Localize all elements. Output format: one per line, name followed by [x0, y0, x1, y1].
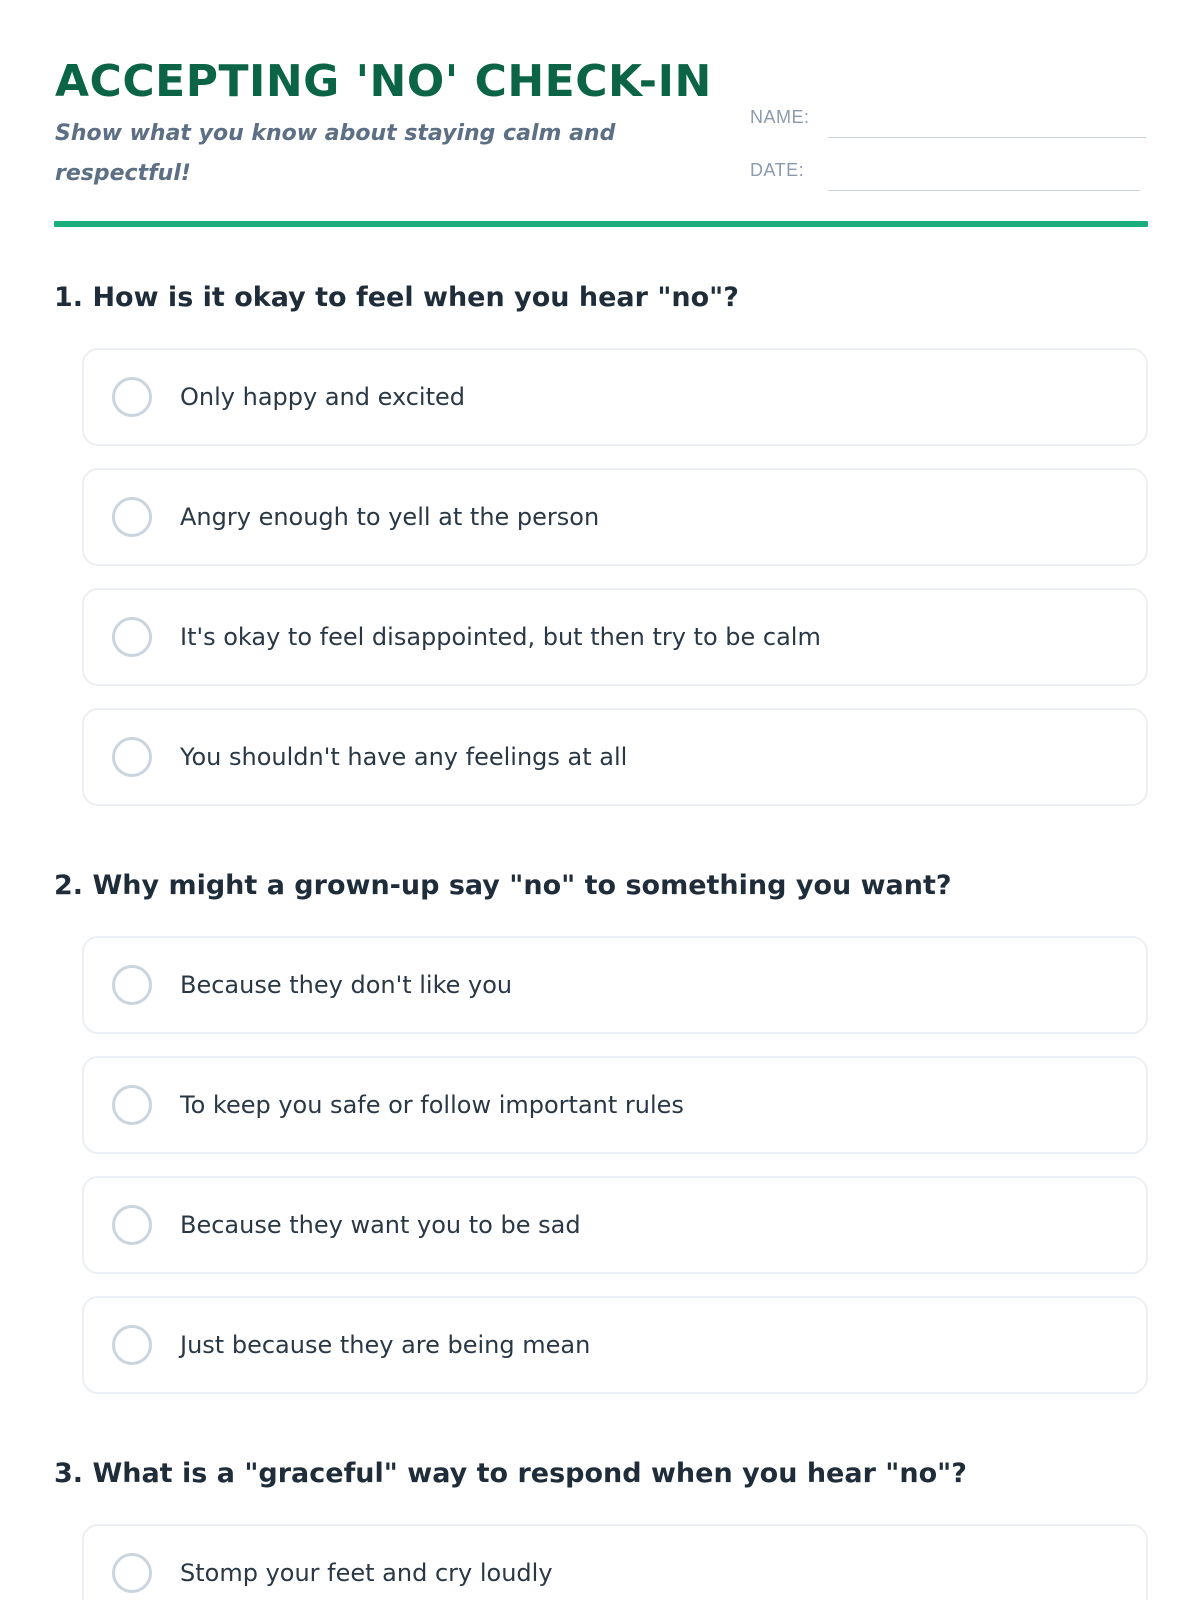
answer-label: It's okay to feel disappointed, but then try to be calm — [180, 623, 821, 651]
answer-option[interactable] — [82, 1176, 1148, 1274]
radio-button[interactable] — [112, 377, 152, 417]
name-input[interactable] — [828, 102, 1146, 138]
answer-label: Only happy and excited — [180, 383, 465, 411]
question-text: 2. Why might a grown-up say "no" to something you want? — [54, 870, 952, 901]
student-info-fields — [750, 102, 1146, 208]
name-label: NAME: — [750, 107, 810, 127]
answer-option[interactable] — [82, 1056, 1148, 1154]
radio-button[interactable] — [112, 1553, 152, 1593]
radio-button[interactable] — [112, 737, 152, 777]
header-divider — [54, 221, 1148, 227]
answer-label: Just because they are being mean — [180, 1331, 591, 1359]
radio-button[interactable] — [112, 617, 152, 657]
answer-options — [54, 348, 1148, 806]
date-field — [750, 155, 1146, 191]
answer-options — [54, 936, 1148, 1394]
answer-option[interactable] — [82, 708, 1148, 806]
date-label: DATE: — [750, 160, 805, 180]
answer-label: Because they don't like you — [180, 971, 513, 999]
radio-button[interactable] — [112, 1085, 152, 1125]
page-title: ACCEPTING 'NO' CHECK-IN — [55, 56, 712, 107]
radio-button[interactable] — [112, 497, 152, 537]
question-text: 1. How is it okay to feel when you hear "no"? — [54, 282, 739, 313]
answer-label: Because they want you to be sad — [180, 1211, 581, 1239]
answer-label: Angry enough to yell at the person — [180, 503, 600, 531]
radio-button[interactable] — [112, 1325, 152, 1365]
name-field — [750, 102, 1146, 138]
answer-option[interactable] — [82, 588, 1148, 686]
radio-button[interactable] — [112, 1205, 152, 1245]
answer-label: To keep you safe or follow important rules — [180, 1091, 684, 1119]
question-3 — [54, 1454, 1148, 1600]
page-subtitle: Show what you know about staying calm and respectful! — [55, 121, 616, 186]
answer-options — [54, 1524, 1148, 1600]
question-text: 3. What is a "graceful" way to respond when you hear "no"? — [54, 1458, 967, 1489]
answer-option[interactable] — [82, 348, 1148, 446]
answer-option[interactable] — [82, 1296, 1148, 1394]
radio-button[interactable] — [112, 965, 152, 1005]
answer-option[interactable] — [82, 1524, 1148, 1600]
question-2 — [54, 866, 1148, 1416]
answer-label: You shouldn't have any feelings at all — [180, 743, 628, 771]
question-1 — [54, 278, 1148, 828]
answer-option[interactable] — [82, 936, 1148, 1034]
answer-option[interactable] — [82, 468, 1148, 566]
date-input[interactable] — [828, 155, 1140, 191]
answer-label: Stomp your feet and cry loudly — [180, 1559, 553, 1587]
